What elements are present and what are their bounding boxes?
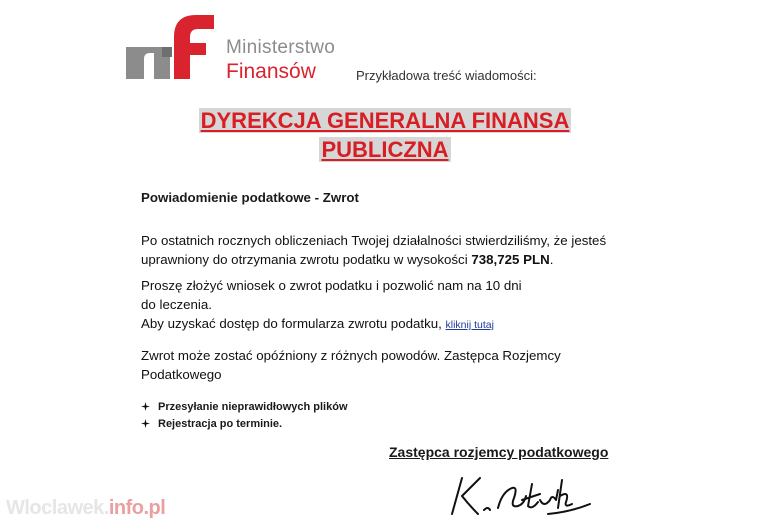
paragraph-1-line-1: Po ostatnich rocznych obliczeniach Twojej działalności stwierdziliśmy, że jesteś [141, 233, 607, 248]
paragraph-3-line-2: Podatkowego [141, 367, 222, 382]
ministry-logo-icon [124, 13, 216, 81]
paragraph-delay-notice [141, 346, 661, 384]
headline-line-2: PUBLICZNA [321, 137, 449, 162]
paragraph-1-suffix: . [549, 252, 554, 267]
paragraph-3-line-1: Zwrot może zostać opóźniony z różnych powodów. Zastępca Rozjemcy [141, 348, 561, 363]
logo-text-finance: Finansów [226, 60, 316, 83]
paragraph-2-line-2: do leczenia. [141, 297, 212, 312]
headline-line-1: DYREKCJA GENERALNA FINANSA [200, 108, 570, 133]
click-here-link[interactable]: kliknij tutaj [445, 319, 494, 331]
watermark-accent: info.pl [108, 497, 166, 519]
paragraph-2-text: Aby uzyskać dostęp do formularza zwrotu podatku, [141, 316, 446, 331]
reasons-list [141, 398, 348, 432]
paragraph-refund-notice [141, 231, 661, 269]
watermark-main: Wloclawek. [6, 497, 109, 519]
paragraph-request [141, 276, 661, 335]
subject-line: Powiadomienie podatkowe - Zwrot [141, 190, 359, 205]
signer-title: Zastępca rozjemcy podatkowego [389, 444, 609, 460]
handwritten-signature-icon [440, 470, 600, 522]
example-note: Przykładowa treść wiadomości: [356, 68, 537, 83]
diamond-bullet-icon [141, 402, 150, 411]
reason-text: Przesyłanie nieprawidłowych plików [158, 400, 348, 413]
paragraph-1-text: uprawniony do otrzymania zwrotu podatku w wysokości [141, 252, 472, 267]
paragraph-2-line-3 [141, 314, 661, 335]
paragraph-2-line-1: Proszę złożyć wniosek o zwrot podatku i pozwolić nam na 10 dni [141, 278, 522, 293]
site-watermark [6, 497, 165, 520]
list-item [141, 398, 348, 415]
list-item [141, 415, 348, 432]
paragraph-1-line-2 [141, 250, 661, 269]
refund-amount: 738,725 PLN [471, 252, 550, 267]
headline [150, 106, 620, 164]
diamond-bullet-icon [141, 419, 150, 428]
logo-text-ministry: Ministerstwo [226, 37, 336, 58]
reason-text: Rejestracja po terminie. [158, 417, 283, 430]
